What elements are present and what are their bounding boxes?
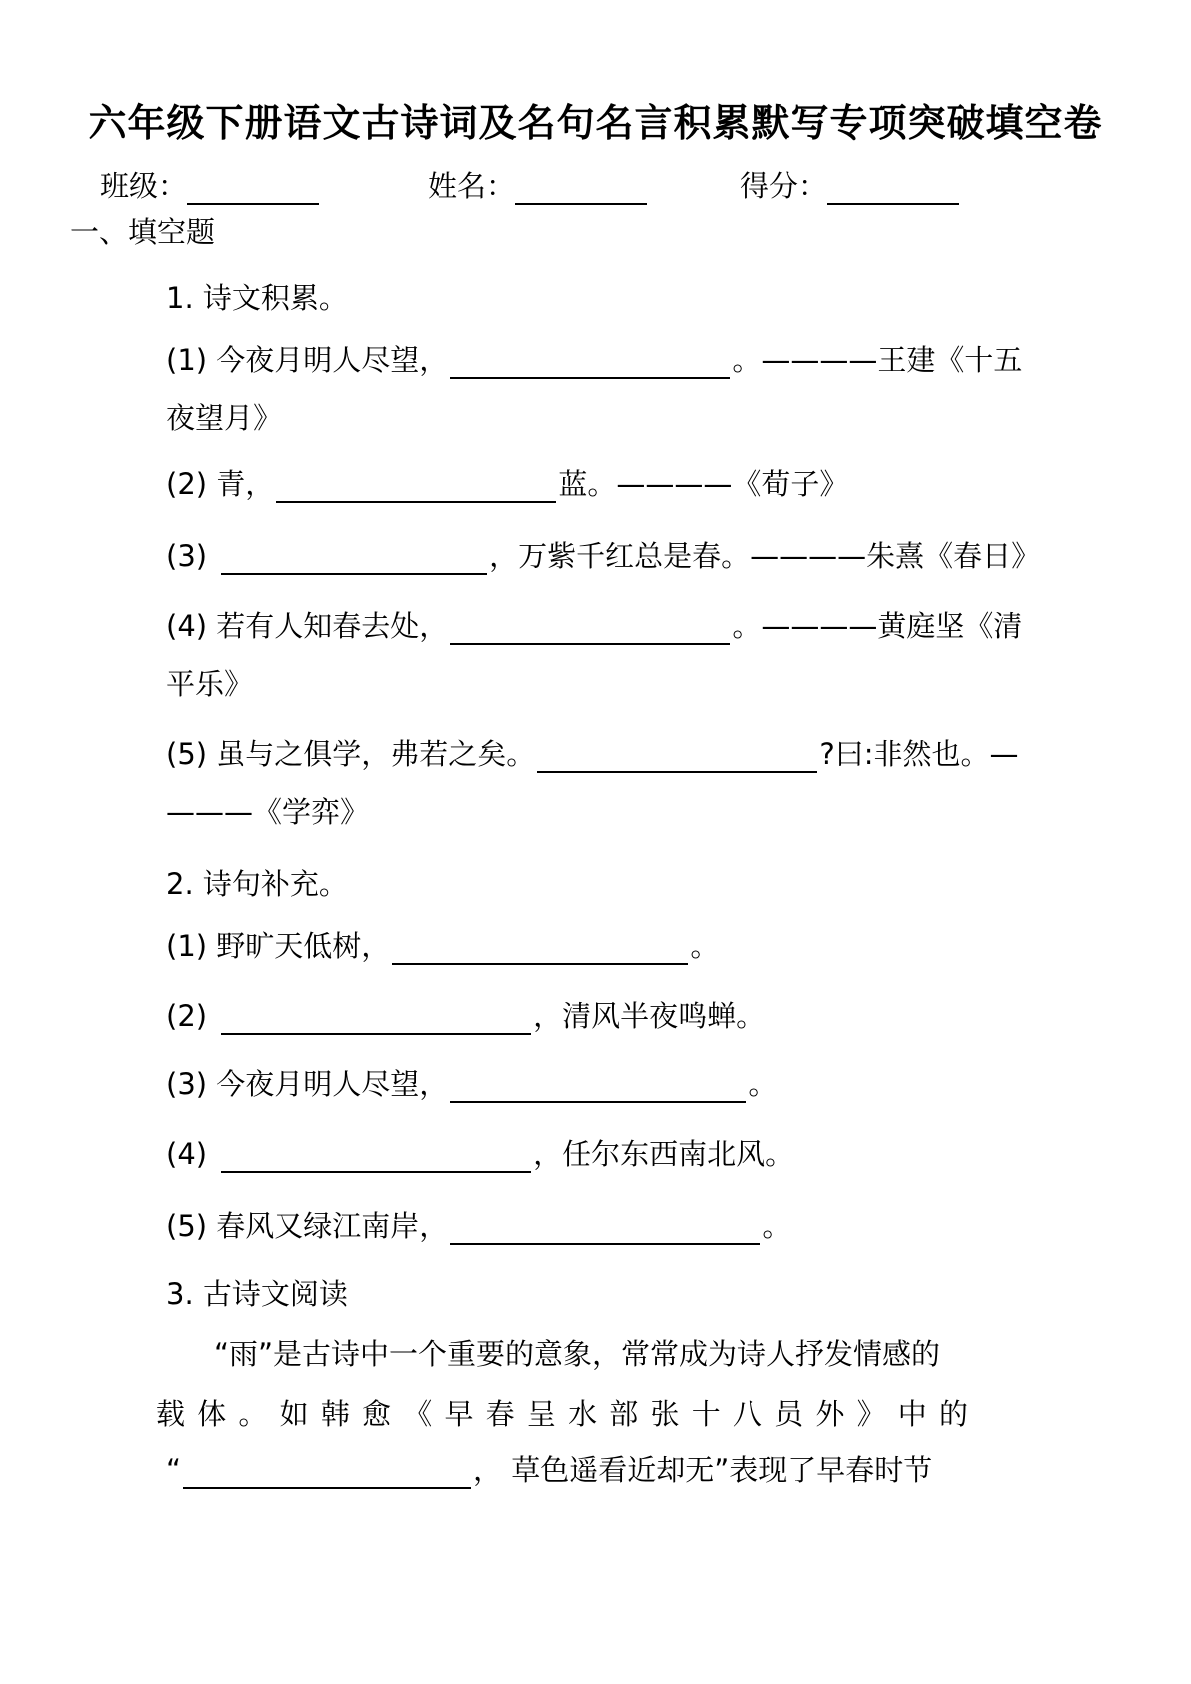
q1-item-2-suffix: 蓝。————《荀子》 xyxy=(558,467,849,501)
q1-item-4-suffix: 。————黄庭坚《清 xyxy=(732,609,1023,643)
q1-item-1-suffix: 。————王建《十五 xyxy=(732,343,1023,377)
q1-item-5-prefix: (5) 虽与之俱学，弗若之矣。 xyxy=(166,737,536,771)
q1-item-1 xyxy=(166,338,1022,379)
q2-item-1-blank[interactable] xyxy=(392,933,688,965)
q1-item-2-blank[interactable] xyxy=(276,471,556,503)
name-field xyxy=(428,164,647,205)
q1-item-5-blank[interactable] xyxy=(537,741,817,773)
q1-item-4-cont: 平乐》 xyxy=(166,667,254,701)
class-label: 班级： xyxy=(100,169,188,203)
q3-paragraph-line-3 xyxy=(166,1448,932,1489)
question-3-title: 3. 古诗文阅读 xyxy=(166,1277,348,1311)
q2-item-2-prefix: (2) xyxy=(166,999,208,1033)
q3-paragraph-line-1: “雨”是古诗中一个重要的意象，常常成为诗人抒发情感的 xyxy=(214,1337,941,1371)
q1-item-5-cont: ———《学弈》 xyxy=(166,795,370,829)
q1-item-1-blank[interactable] xyxy=(450,347,730,379)
class-field xyxy=(100,164,319,205)
q2-item-3-blank[interactable] xyxy=(450,1071,746,1103)
q3-open-quote: “ xyxy=(166,1453,182,1487)
score-label: 得分： xyxy=(740,169,828,203)
q2-item-3 xyxy=(166,1062,777,1103)
q2-item-4-suffix: ，任尔东西南北风。 xyxy=(533,1137,795,1171)
question-2-title: 2. 诗句补充。 xyxy=(166,867,348,901)
q2-item-4-blank[interactable] xyxy=(221,1141,531,1173)
section-heading: 一、填空题 xyxy=(70,215,216,249)
q1-item-1-cont: 夜望月》 xyxy=(166,401,283,435)
q1-item-3-suffix: ，万紫千红总是春。————朱熹《春日》 xyxy=(489,539,1041,573)
q2-item-4 xyxy=(166,1132,794,1173)
q1-item-3 xyxy=(166,534,1040,575)
q3-paragraph-line-2: 载体。如韩愈《早春呈水部张十八员外》中的 xyxy=(156,1397,968,1431)
q2-item-1-suffix: 。 xyxy=(690,929,720,963)
q2-item-1 xyxy=(166,924,719,965)
name-blank[interactable] xyxy=(515,173,647,205)
name-label: 姓名： xyxy=(428,169,516,203)
q2-item-1-prefix: (1) 野旷天低树， xyxy=(166,929,391,963)
score-field xyxy=(740,164,959,205)
q1-item-4-blank[interactable] xyxy=(450,613,730,645)
q1-item-5-suffix: ?曰:非然也。— xyxy=(819,737,1019,771)
q2-item-5-blank[interactable] xyxy=(450,1213,760,1245)
q1-item-4 xyxy=(166,604,1022,645)
q2-item-5-suffix: 。 xyxy=(762,1209,792,1243)
q1-item-4-prefix: (4) 若有人知春去处， xyxy=(166,609,449,643)
score-blank[interactable] xyxy=(827,173,959,205)
q3-line-3-suffix: ， 草色遥看近却无”表现了早春时节 xyxy=(473,1453,933,1487)
q2-item-5-prefix: (5) 春风又绿江南岸， xyxy=(166,1209,449,1243)
q2-item-2 xyxy=(166,994,765,1035)
q2-item-2-blank[interactable] xyxy=(221,1003,531,1035)
q2-item-3-prefix: (3) 今夜月明人尽望， xyxy=(166,1067,449,1101)
q1-item-3-blank[interactable] xyxy=(221,543,487,575)
q1-item-2 xyxy=(166,462,848,503)
q1-item-1-prefix: (1) 今夜月明人尽望， xyxy=(166,343,449,377)
q2-item-5 xyxy=(166,1204,791,1245)
q2-item-2-suffix: ，清风半夜鸣蝉。 xyxy=(533,999,766,1033)
question-1-title: 1. 诗文积累。 xyxy=(166,281,348,315)
class-blank[interactable] xyxy=(187,173,319,205)
q1-item-2-prefix: (2) 青， xyxy=(166,467,275,501)
q2-item-3-suffix: 。 xyxy=(748,1067,778,1101)
q1-item-3-prefix: (3) xyxy=(166,539,208,573)
page-title: 六年级下册语文古诗词及名句名言积累默写专项突破填空卷 xyxy=(88,101,1103,145)
q1-item-5 xyxy=(166,732,1018,773)
q3-blank[interactable] xyxy=(183,1457,471,1489)
q2-item-4-prefix: (4) xyxy=(166,1137,208,1171)
